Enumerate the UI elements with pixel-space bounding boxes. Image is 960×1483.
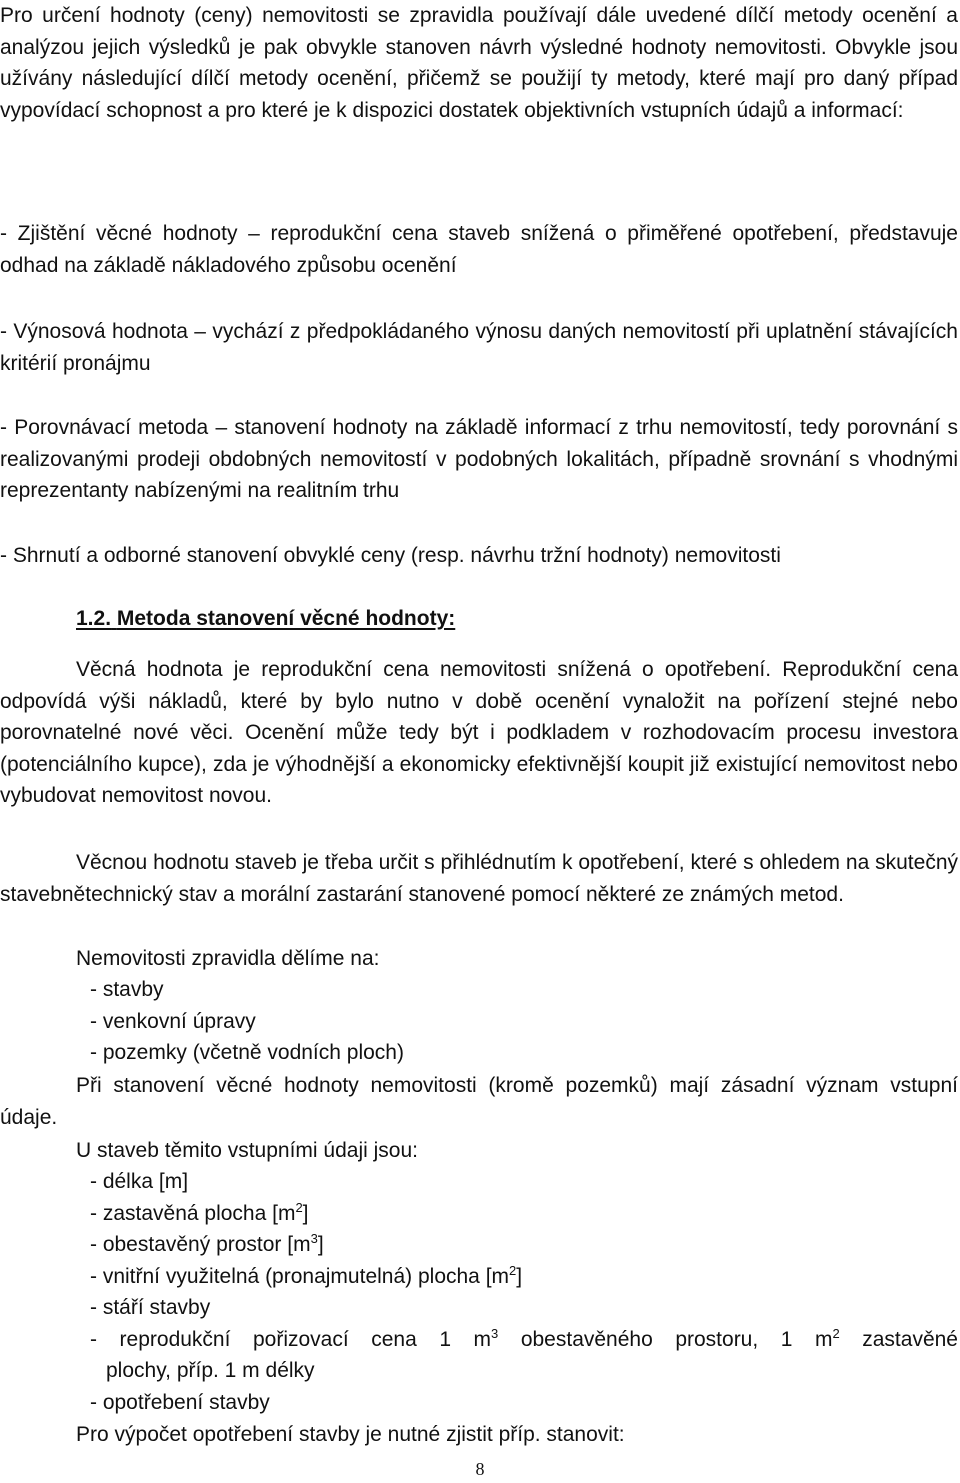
paragraph-inputs-intro: U staveb těmito vstupními údaji jsou: <box>76 1139 418 1162</box>
list-item-text: ] <box>317 1233 324 1256</box>
list-item-text: zastavěné <box>839 1327 958 1351</box>
list-item <box>0 1229 958 1261</box>
paragraph-depreciation: Věcnou hodnotu staveb je třeba určit s přihlédnutím k opotřebení, které s ohledem na skutečný stavebnětechnický stav a morální zastarání stanovené pomocí některé ze známých metod. <box>0 851 958 906</box>
list-item-text: - obestavěný prostor [m <box>90 1233 311 1256</box>
list-item: - stáří stavby <box>90 1296 211 1319</box>
paragraph-definition: Věcná hodnota je reprodukční cena nemovitosti snížená o opotřebení. Reprodukční cena odpovídá výši nákladů, které by bylo nutno v době ocenění vynaložit na pořízení stejné nebo porovnatelné nové věci. Ocenění může tedy být i podkladem v rozhodovacím procesu investora (potenciálního kupce), zda je výhodnější a ekonomicky efektivnější koupit již existující nemovitost nebo vybudovat nemovitost novou. <box>0 658 958 807</box>
property-types-list <box>0 974 958 1069</box>
superscript: 3 <box>491 1325 499 1341</box>
list-item: - délka [m] <box>90 1170 189 1193</box>
method-item-income: - Výnosová hodnota – vychází z předpokládaného výnosu daných nemovitostí při uplatnění stávajících kritérií pronájmu <box>0 320 958 375</box>
section-number: 1.2. <box>76 607 112 630</box>
superscript: 2 <box>295 1199 303 1215</box>
section-title: Metoda stanovení věcné hodnoty: <box>116 607 456 630</box>
intro-paragraph: Pro určení hodnoty (ceny) nemovitosti se zpravidla používají dále uvedené dílčí metody ocenění a analýzou jejich výsledků je pak obvykle stanoven návrh výsledné hodnoty nemovitosti. Obvykle jsou užívány následující dílčí metody ocenění, přičemž se použijí ty metody, které mají pro daný případ vypovídací schopnost a pro které je k dispozici dostatek objektivních vstupních údajů a informací: <box>0 4 958 122</box>
list-item-text: ] <box>302 1201 309 1225</box>
method-item-cost: - Zjištění věcné hodnoty – reprodukční cena staveb snížená o přiměřené opotřebení, představuje odhad na základě nákladového způsobu ocenění <box>0 222 958 277</box>
list-item <box>0 1198 958 1230</box>
list-item: - stavby <box>90 978 164 1001</box>
list-item <box>0 1261 958 1293</box>
superscript: 2 <box>832 1325 840 1341</box>
list-item: - pozemky (včetně vodních ploch) <box>90 1041 404 1064</box>
superscript: 3 <box>310 1231 318 1246</box>
superscript: 2 <box>509 1262 517 1278</box>
list-item-text: - zastavěná plocha [m <box>90 1201 296 1225</box>
list-item-continuation: plochy, příp. 1 m délky <box>106 1359 315 1382</box>
paragraph-inputs-importance: Při stanovení věcné hodnoty nemovitosti (kromě pozemků) mají zásadní význam vstupní údaje. <box>0 1074 958 1129</box>
inputs-list <box>0 1166 958 1418</box>
paragraph-depreciation-intro: Pro výpočet opotřebení stavby je nutné zjistit příp. stanovit: <box>76 1423 625 1446</box>
paragraph-categories-intro: Nemovitosti zpravidla dělíme na: <box>76 947 380 970</box>
list-item: - opotřebení stavby <box>90 1390 270 1414</box>
method-item-summary: - Shrnutí a odborné stanovení obvyklé ceny (resp. návrhu tržní hodnoty) nemovitosti <box>0 544 781 567</box>
list-item-text: obestavěného prostoru, 1 m <box>498 1327 833 1351</box>
list-item: - venkovní úpravy <box>90 1009 256 1033</box>
list-item <box>0 1324 958 1356</box>
method-item-comparison: - Porovnávací metoda – stanovení hodnoty na základě informací z trhu nemovitostí, tedy porovnání s realizovanými prodeji obdobných nemovitostí v podobných lokalitách, případně srovnání s vhodnými reprezentanty nabízenými na realitním trhu <box>0 416 958 502</box>
list-item-text: - vnitřní využitelná (pronajmutelná) plocha [m <box>90 1264 510 1288</box>
page-number: 8 <box>475 1459 485 1479</box>
list-item-text: - reprodukční pořizovací cena 1 m <box>90 1327 492 1351</box>
list-item-text: ] <box>516 1264 523 1288</box>
section-heading <box>76 603 876 635</box>
